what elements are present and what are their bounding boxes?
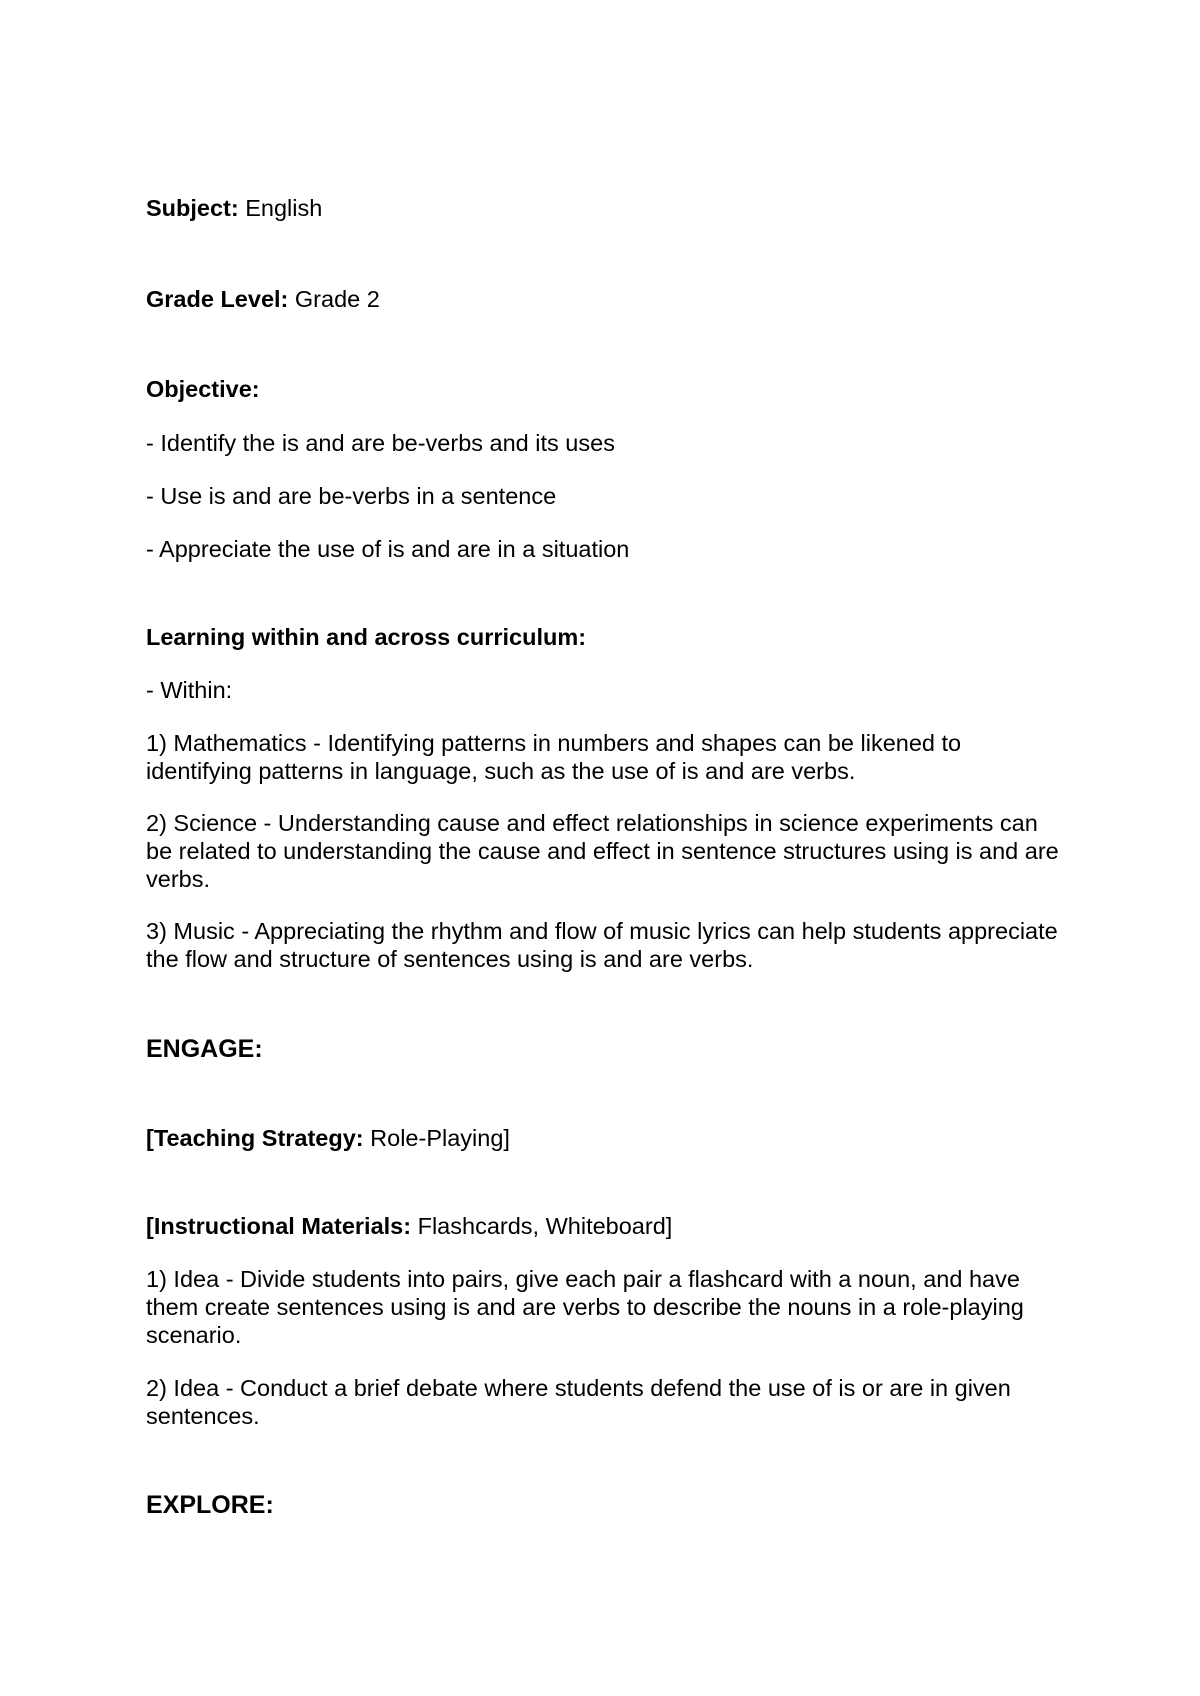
grade-level-value: Grade 2 xyxy=(288,286,380,312)
teaching-strategy-value: Role-Playing] xyxy=(363,1125,510,1151)
subject-value: English xyxy=(238,195,323,221)
instructional-materials-bracket: [ xyxy=(146,1213,154,1239)
teaching-strategy-label: Teaching Strategy: xyxy=(153,1125,364,1151)
teaching-strategy-line xyxy=(146,1124,1066,1152)
instructional-materials-label: Instructional Materials: xyxy=(153,1213,412,1239)
grade-level-line xyxy=(146,285,1066,313)
objective-heading: Objective: xyxy=(146,376,260,402)
grade-level-label: Grade Level: xyxy=(146,286,289,312)
engage-idea: 1) Idea - Divide students into pairs, give each pair a flashcard with a noun, and have them create sentences using is and are verbs to describe the nouns in a role-playing scenario. xyxy=(146,1266,1024,1348)
instructional-materials-value: Flashcards, Whiteboard] xyxy=(411,1213,673,1239)
explore-heading: EXPLORE: xyxy=(146,1491,274,1519)
teaching-strategy-bracket: [ xyxy=(146,1125,154,1151)
within-label: - Within: xyxy=(146,677,233,703)
learning-item-mathematics: 1) Mathematics - Identifying patterns in numbers and shapes can be likened to identifying patterns in language, such as the use of is and are verbs. xyxy=(146,730,962,784)
objective-item: - Use is and are be-verbs in a sentence xyxy=(146,483,557,509)
subject-line xyxy=(146,194,1066,222)
objective-item: - Identify the is and are be-verbs and its uses xyxy=(146,430,615,456)
learning-heading: Learning within and across curriculum: xyxy=(146,624,587,650)
subject-label: Subject: xyxy=(146,195,239,221)
objective-item: - Appreciate the use of is and are in a situation xyxy=(146,536,630,562)
engage-idea: 2) Idea - Conduct a brief debate where students defend the use of is or are in given sentences. xyxy=(146,1375,1011,1429)
instructional-materials-line xyxy=(146,1212,1066,1240)
learning-item-science: 2) Science - Understanding cause and effect relationships in science experiments can be related to understanding the cause and effect in sentence structures using is and are verbs. xyxy=(146,810,1059,892)
learning-item-music: 3) Music - Appreciating the rhythm and flow of music lyrics can help students appreciate the flow and structure of sentences using is and are verbs. xyxy=(146,918,1058,972)
engage-heading: ENGAGE: xyxy=(146,1035,263,1063)
